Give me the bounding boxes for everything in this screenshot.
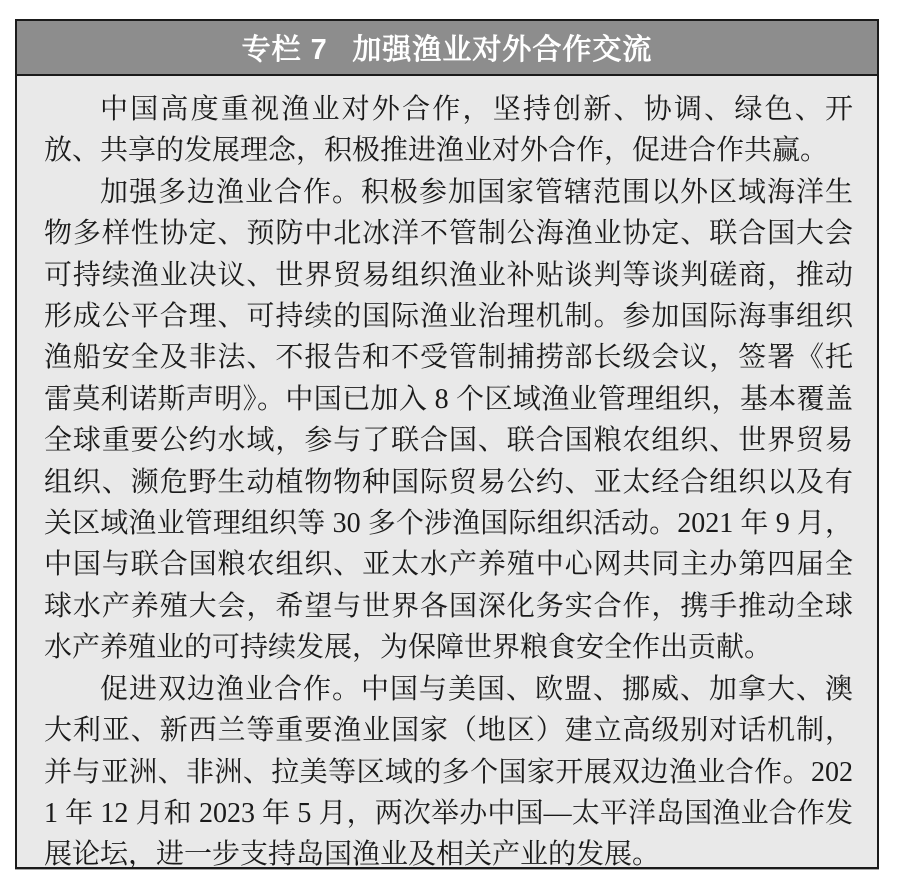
- paragraph: 加强多边渔业合作。积极参加国家管辖范围以外区域海洋生物多样性协定、预防中北冰洋不管制公海渔业协定、联合国大会可持续渔业决议、世界贸易组织渔业补贴谈判等谈判磋商，推动形成公平合理、可持续的国际渔业治理机制。参加国际海事组织渔船安全及非法、不报告和不受管制捕捞部长级会议，签署《托雷莫利诺斯声明》。中国已加入 8 个区域渔业管理组织，基本覆盖全球重要公约水域，参与了联合国、联合国粮农组织、世界贸易组织、濒危野生动植物物种国际贸易公约、亚太经合组织以及有关区域渔业管理组织等 30 多个涉渔国际组织活动。2021 年 9 月，中国与联合国粮农组织、亚太水产养殖中心网共同主办第四届全球水产养殖大会，希望与世界各国深化务实合作，携手推动全球水产养殖业的可持续发展，为保障世界粮食安全作出贡献。: [44, 176, 853, 664]
- paragraph: 中国高度重视渔业对外合作，坚持创新、协调、绿色、开放、共享的发展理念，积极推进渔业对外合作，促进合作共赢。: [44, 94, 853, 167]
- column-body: [17, 76, 877, 876]
- column-label: 专栏 7: [241, 34, 328, 66]
- column-header: [17, 21, 877, 76]
- paragraph: 促进双边渔业合作。中国与美国、欧盟、挪威、加拿大、澳大利亚、新西兰等重要渔业国家（地区）建立高级别对话机制，并与亚洲、非洲、拉美等区域的多个国家开展双边渔业合作。2021 年 12 月和 2023 年 5 月，两次举办中国—太平洋岛国渔业合作发展论坛，进一步支持岛国渔业及相关产业的发展。: [44, 673, 853, 871]
- column-box: [15, 19, 879, 869]
- column-title: 加强渔业对外合作交流: [352, 34, 653, 66]
